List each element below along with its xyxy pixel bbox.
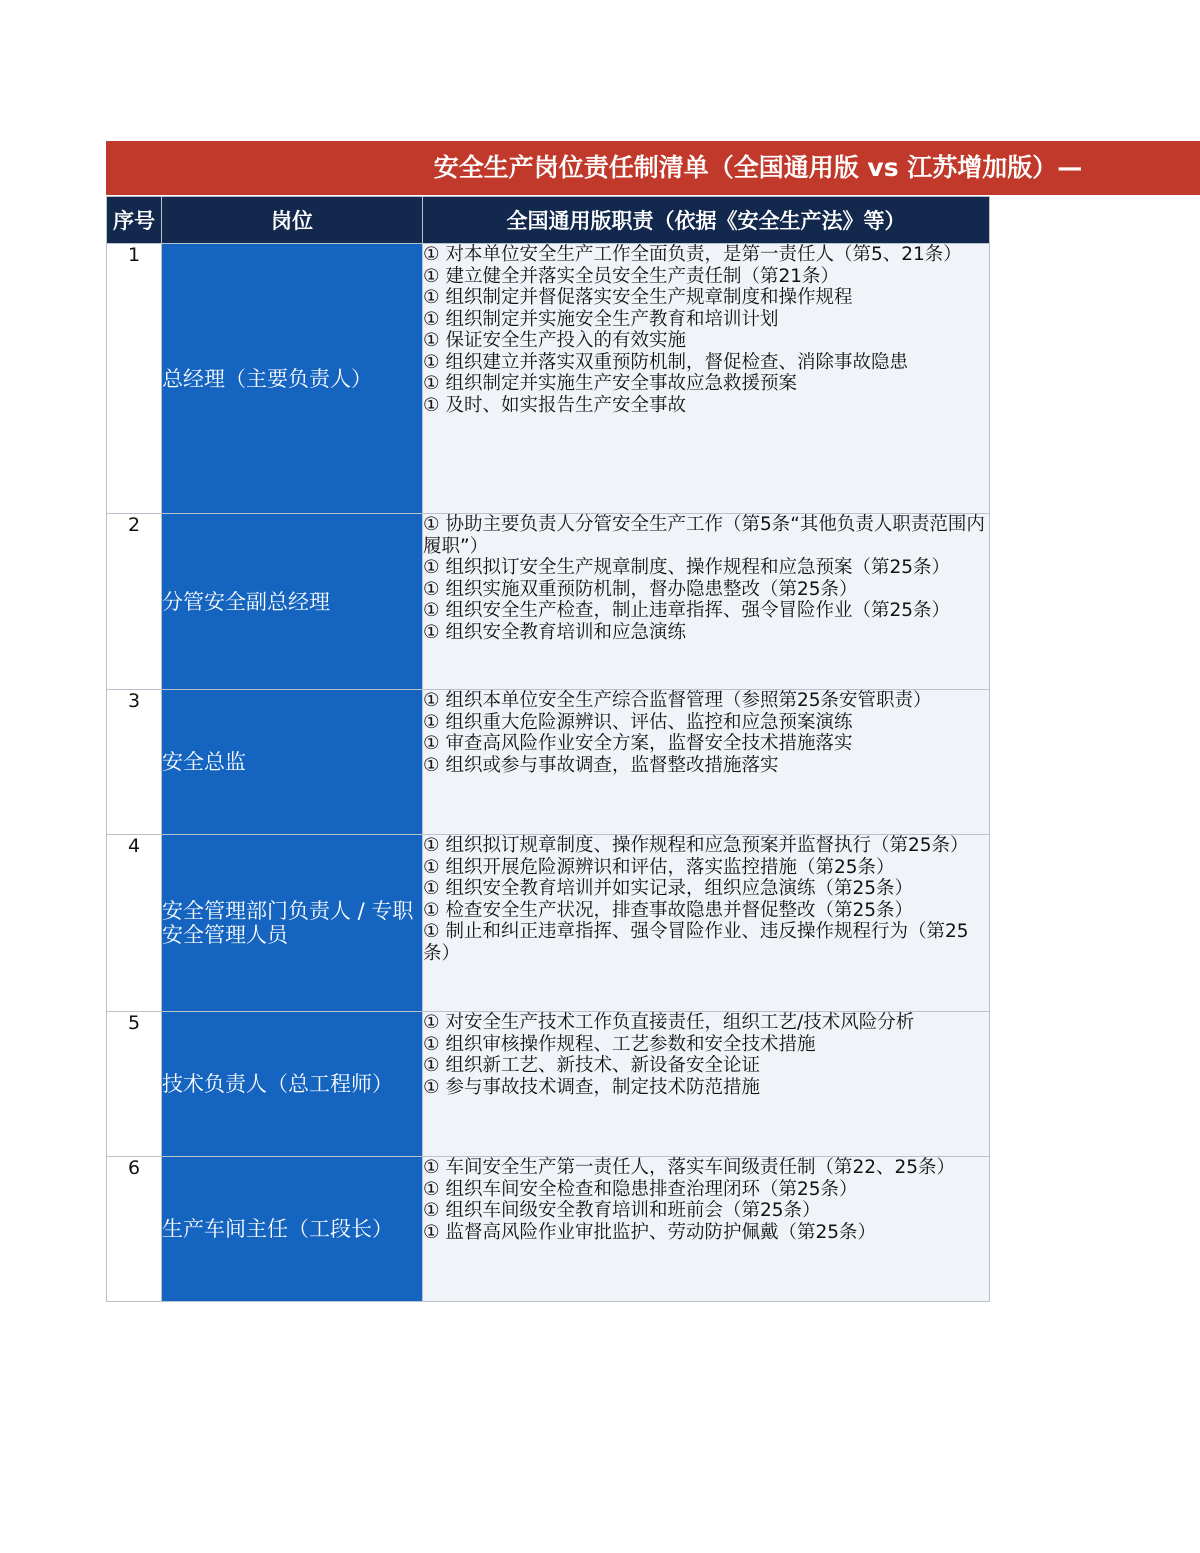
duty-item: ① 对本单位安全生产工作全面负责，是第一责任人（第5、21条）	[423, 244, 962, 265]
duty-item: ① 对安全生产技术工作负直接责任，组织工艺/技术风险分析	[423, 1012, 915, 1033]
row-seq: 2	[107, 514, 162, 690]
header-post: 岗位	[162, 197, 423, 244]
row-duties	[423, 514, 990, 690]
row-seq: 3	[107, 690, 162, 835]
duty-item: ① 组织车间级安全教育培训和班前会（第25条）	[423, 1200, 821, 1221]
row-post: 技术负责人（总工程师）	[162, 1012, 423, 1157]
duty-item: ① 组织制定并督促落实安全生产规章制度和操作规程	[423, 287, 853, 308]
duty-item: ① 建立健全并落实全员安全生产责任制（第21条）	[423, 265, 840, 287]
duty-item: ① 协助主要负责人分管安全生产工作（第5条“其他负责人职责范围内履职”）	[423, 514, 985, 557]
row-duties	[423, 690, 990, 835]
duty-item: ① 车间安全生产第一责任人，落实车间级责任制（第22、25条）	[423, 1157, 956, 1178]
duty-item: ① 监督高风险作业审批监护、劳动防护佩戴（第25条）	[423, 1221, 877, 1243]
duty-item: ① 组织重大危险源辨识、评估、监控和应急预案演练	[423, 711, 853, 733]
row-duties	[423, 1157, 990, 1302]
duty-item: ① 组织安全教育培训和应急演练	[423, 621, 686, 643]
duty-item: ① 组织新工艺、新技术、新设备安全论证	[423, 1055, 760, 1076]
page-title: 安全生产岗位责任制清单（全国通用版 vs 江苏增加版）—	[433, 153, 1083, 182]
duty-item: ① 组织安全教育培训并如实记录，组织应急演练（第25条）	[423, 878, 914, 899]
row-post: 安全管理部门负责人 / 专职安全管理人员	[162, 835, 423, 1012]
table-row	[107, 1157, 990, 1302]
row-duties	[423, 835, 990, 1012]
duty-item: ① 及时、如实报告生产安全事故	[423, 394, 686, 416]
responsibility-table	[106, 196, 990, 1302]
row-post: 安全总监	[162, 690, 423, 835]
table-row	[107, 835, 990, 1012]
duty-item: ① 组织本单位安全生产综合监督管理（参照第25条安管职责）	[423, 690, 932, 711]
table-row	[107, 690, 990, 835]
row-duties	[423, 244, 990, 514]
row-post: 生产车间主任（工段长）	[162, 1157, 423, 1302]
duty-item: ① 组织制定并实施安全生产教育和培训计划	[423, 308, 779, 330]
row-duties	[423, 1012, 990, 1157]
header-duty: 全国通用版职责（依据《安全生产法》等）	[423, 197, 990, 244]
duty-item: ① 制止和纠正违章指挥、强令冒险作业、违反操作规程行为（第25条）	[423, 921, 969, 964]
duty-item: ① 组织安全生产检查，制止违章指挥、强令冒险作业（第25条）	[423, 600, 951, 621]
row-seq: 1	[107, 244, 162, 514]
duty-item: ① 审查高风险作业安全方案，监督安全技术措施落实	[423, 733, 853, 754]
duty-item: ① 组织实施双重预防机制，督办隐患整改（第25条）	[423, 578, 858, 600]
row-seq: 6	[107, 1157, 162, 1302]
duty-item: ① 组织审核操作规程、工艺参数和安全技术措施	[423, 1033, 816, 1055]
table-row	[107, 244, 990, 514]
page-title-bar	[106, 141, 1200, 195]
duty-item: ① 组织拟订规章制度、操作规程和应急预案并监督执行（第25条）	[423, 835, 969, 856]
header-seq: 序号	[107, 197, 162, 244]
duty-item: ① 组织或参与事故调查，监督整改措施落实	[423, 754, 779, 776]
row-post: 分管安全副总经理	[162, 514, 423, 690]
table-row	[107, 1012, 990, 1157]
table-header-row	[107, 197, 990, 244]
duty-item: ① 保证安全生产投入的有效实施	[423, 330, 686, 351]
duty-item: ① 组织制定并实施生产安全事故应急救援预案	[423, 373, 797, 394]
duty-item: ① 参与事故技术调查，制定技术防范措施	[423, 1076, 760, 1098]
row-seq: 4	[107, 835, 162, 1012]
row-seq: 5	[107, 1012, 162, 1157]
duty-item: ① 组织拟订安全生产规章制度、操作规程和应急预案（第25条）	[423, 557, 951, 578]
duty-item: ① 组织开展危险源辨识和评估，落实监控措施（第25条）	[423, 856, 895, 878]
duty-item: ① 检查安全生产状况，排查事故隐患并督促整改（第25条）	[423, 899, 914, 921]
duty-item: ① 组织车间安全检查和隐患排查治理闭环（第25条）	[423, 1178, 858, 1200]
row-post: 总经理（主要负责人）	[162, 244, 423, 514]
duty-item: ① 组织建立并落实双重预防机制，督促检查、消除事故隐患	[423, 351, 908, 373]
table-row	[107, 514, 990, 690]
